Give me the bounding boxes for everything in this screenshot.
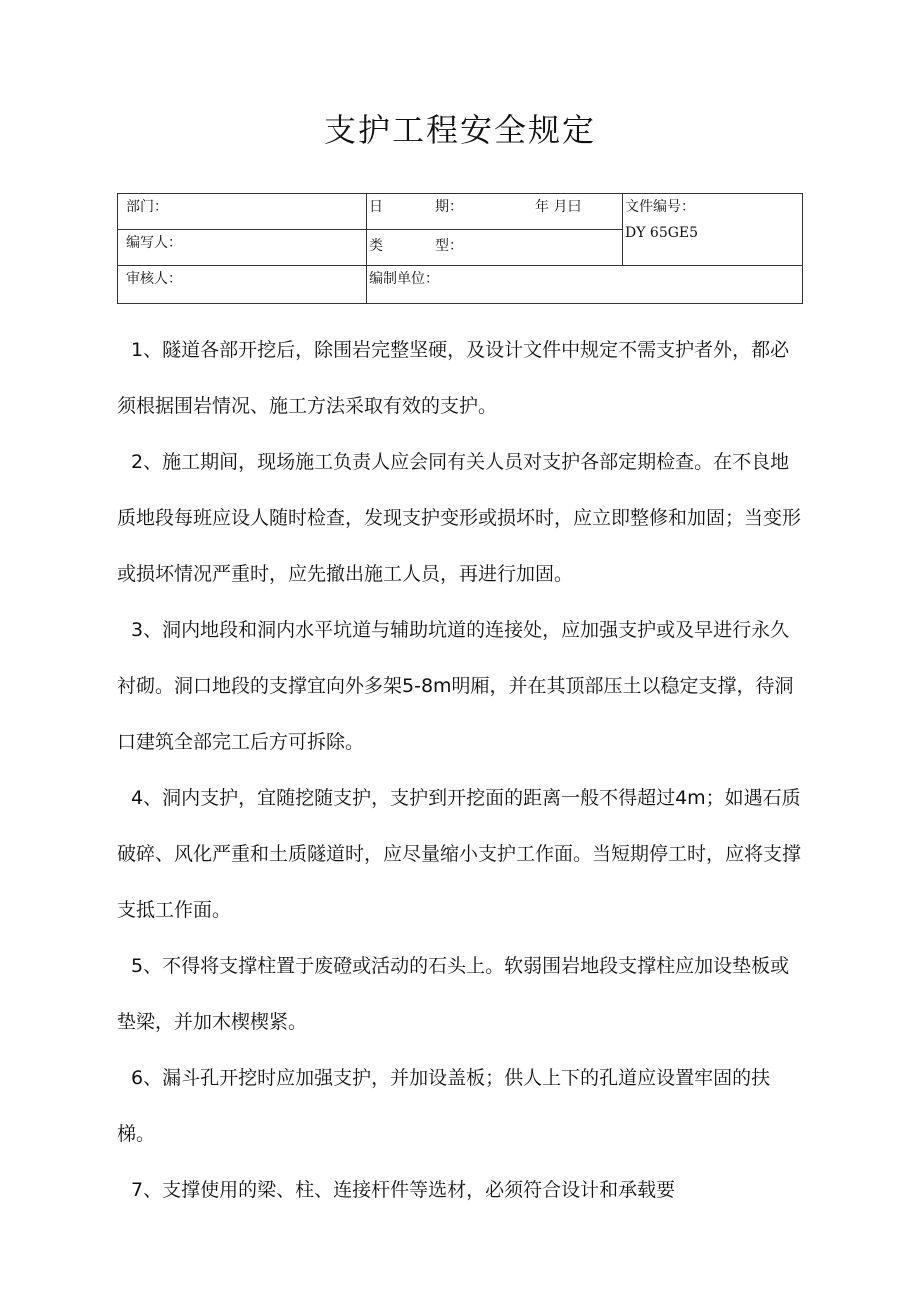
type-label-a: 类 bbox=[369, 238, 383, 254]
type-cell bbox=[367, 230, 623, 266]
paragraph: 2、施工期间，现场施工负责人应会同有关人员对支护各部定期检查。在不良地质地段每班应设人随时检查，发现支护变形或损坏时，应立即整修和加固；当变形或损坏情况严重时，应先撤出施工人员，再进行加固。 bbox=[117, 451, 802, 585]
date-cell bbox=[367, 194, 623, 230]
page-title: 支护工程安全规定 bbox=[323, 111, 596, 149]
paragraph: 3、洞内地段和洞内水平坑道与辅助坑道的连接处，应加强支护或及早进行永久衬砌。洞口地段的支撑宜向外多架5-8m明厢，并在其顶部压土以稳定支撑，待洞口建筑全部完工后方可拆除。 bbox=[117, 619, 794, 753]
paragraph: 6、漏斗孔开挖时应加强支护，并加设盖板；供人上下的孔道应设置牢固的扶梯。 bbox=[117, 1067, 771, 1145]
reviewer-cell bbox=[118, 266, 367, 304]
paragraph: 4、洞内支护，宜随挖随支护，支护到开挖面的距离一般不得超过4m；如遇石质破碎、风化严重和土质隧道时，应尽量缩小支护工作面。当短期停工时，应将支撑支抵工作面。 bbox=[117, 787, 802, 921]
department-cell bbox=[118, 194, 367, 230]
date-value: 年 月曰 bbox=[535, 199, 582, 215]
writer-label: 编写人： bbox=[126, 235, 182, 251]
date-label-b: 期： bbox=[435, 199, 463, 215]
paragraph: 5、不得将支撑柱置于废磴或活动的石头上。软弱围岩地段支撑柱应加设垫板或垫梁，并加木楔楔紧。 bbox=[117, 955, 790, 1033]
document-info-table bbox=[117, 193, 803, 304]
doc-number-cell bbox=[623, 194, 803, 266]
doc-number-label: 文件编号： bbox=[625, 199, 695, 215]
paragraph: 7、支撑使用的梁、柱、连接杆件等选材，必须符合设计和承载要 bbox=[131, 1179, 676, 1201]
doc-number-value: DY 65GE5 bbox=[625, 225, 699, 241]
type-label-b: 型： bbox=[435, 238, 463, 254]
info-row bbox=[118, 194, 803, 230]
date-label-a: 日 bbox=[369, 199, 383, 215]
paragraph: 1、隧道各部开挖后，除围岩完整坚硬，及设计文件中规定不需支护者外，都必须根据围岩情况、施工方法采取有效的支护。 bbox=[117, 339, 790, 417]
department-label: 部门： bbox=[126, 199, 168, 215]
unit-cell bbox=[367, 266, 803, 304]
regulation-body bbox=[117, 322, 807, 1218]
unit-label: 编制单位： bbox=[369, 271, 439, 287]
writer-cell bbox=[118, 230, 367, 266]
info-row bbox=[118, 266, 803, 304]
reviewer-label: 审核人： bbox=[126, 271, 182, 287]
